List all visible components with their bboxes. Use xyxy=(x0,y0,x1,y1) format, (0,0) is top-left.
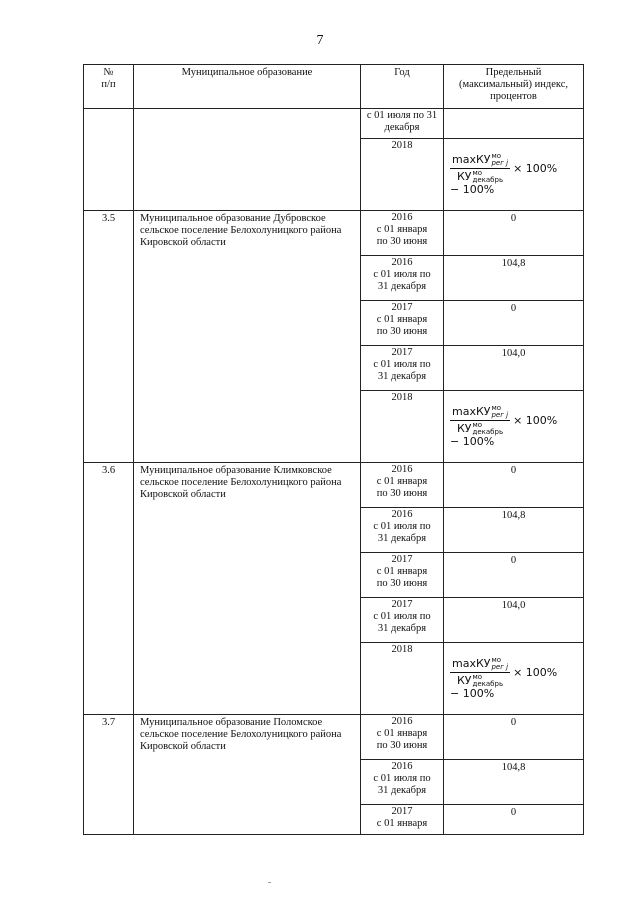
formula-ku: КУ xyxy=(457,674,472,687)
formula-minus: − 100% xyxy=(450,183,495,196)
cell-num: 3.7 xyxy=(84,715,134,835)
formula-sup: мо xyxy=(472,421,483,429)
formula-sup: мо xyxy=(491,656,502,664)
formula-line xyxy=(444,405,583,436)
cell-formula xyxy=(444,139,584,211)
cell-municipality xyxy=(134,109,361,211)
formula-max: max xyxy=(452,153,476,166)
cell-index: 104,8 xyxy=(444,508,584,553)
table-body xyxy=(84,109,584,835)
cell-year: 2016 с 01 июля по 31 декабря xyxy=(361,508,444,553)
table-row xyxy=(84,211,584,256)
formula-sub-top: рег j xyxy=(491,159,509,167)
formula-denominator xyxy=(455,421,505,436)
cell-index: 0 xyxy=(444,805,584,835)
formula-times: × 100% xyxy=(513,413,558,427)
formula-sub-bottom: декабрь xyxy=(472,176,504,184)
cell-year: 2017 с 01 июля по 31 декабря xyxy=(361,346,444,391)
cell-index: 0 xyxy=(444,715,584,760)
formula-fraction xyxy=(450,405,510,436)
cell-municipality: Муниципальное образование Поломское сельское поселение Белохолуницкого района Кировской области xyxy=(134,715,361,835)
cell-year: с 01 июля по 31 декабря xyxy=(361,109,444,139)
formula-ku: КУ xyxy=(475,153,491,166)
formula-sup: мо xyxy=(472,673,483,681)
formula-sup: мо xyxy=(472,169,483,177)
formula-times: × 100% xyxy=(513,161,558,175)
formula-numerator xyxy=(450,153,510,169)
page-mark xyxy=(268,882,271,883)
formula-sub-top: рег j xyxy=(491,411,509,419)
formula-sub-bottom: декабрь xyxy=(472,428,504,436)
formula-fraction xyxy=(450,153,510,184)
cell-year: 2017 с 01 июля по 31 декабря xyxy=(361,598,444,643)
formula-denominator xyxy=(455,169,505,184)
formula-line xyxy=(444,153,583,184)
formula-minus: − 100% xyxy=(450,435,495,448)
header-year: Год xyxy=(361,65,444,109)
formula-times: × 100% xyxy=(513,665,558,679)
cell-formula xyxy=(444,391,584,463)
formula-indices xyxy=(491,405,508,419)
formula-denominator xyxy=(455,673,505,688)
header-municipality: Муниципальное образование xyxy=(134,65,361,109)
cell-num xyxy=(84,109,134,211)
formula-minus: − 100% xyxy=(450,687,495,700)
cell-year: 2016 с 01 января по 30 июня xyxy=(361,211,444,256)
cell-index: 104,0 xyxy=(444,598,584,643)
formula-line xyxy=(444,657,583,688)
cell-formula xyxy=(444,643,584,715)
cell-year: 2016 с 01 января по 30 июня xyxy=(361,715,444,760)
formula-indices xyxy=(491,657,508,671)
formula-sub-bottom: декабрь xyxy=(472,680,504,688)
formula-indices xyxy=(473,170,504,184)
formula-indices xyxy=(473,674,504,688)
table-header-row xyxy=(84,65,584,109)
formula-ku: КУ xyxy=(475,405,491,418)
cell-index: 0 xyxy=(444,211,584,256)
formula-sup: мо xyxy=(491,404,502,412)
cell-year: 2016 с 01 июля по 31 декабря xyxy=(361,256,444,301)
cell-year: 2017 с 01 января по 30 июня xyxy=(361,553,444,598)
cell-index xyxy=(444,109,584,139)
cell-num: 3.6 xyxy=(84,463,134,715)
header-index: Предельный (максимальный) индекс, процентов xyxy=(444,65,584,109)
cell-index: 0 xyxy=(444,553,584,598)
cell-year: 2018 xyxy=(361,391,444,463)
cell-year: 2018 xyxy=(361,643,444,715)
formula-numerator xyxy=(450,657,510,673)
cell-index: 104,8 xyxy=(444,256,584,301)
page-number: 7 xyxy=(316,33,324,48)
cell-municipality: Муниципальное образование Дубровское сельское поселение Белохолуницкого района Кировской области xyxy=(134,211,361,463)
formula-max: max xyxy=(452,405,476,418)
table-row xyxy=(84,109,584,139)
tariff-index-table xyxy=(83,64,584,835)
formula-sub-top: рег j xyxy=(491,663,509,671)
table-row xyxy=(84,463,584,508)
cell-index: 104,8 xyxy=(444,760,584,805)
formula-indices xyxy=(491,153,508,167)
formula-indices xyxy=(473,422,504,436)
cell-index: 0 xyxy=(444,463,584,508)
cell-year: 2016 с 01 января по 30 июня xyxy=(361,463,444,508)
cell-year: 2016 с 01 июля по 31 декабря xyxy=(361,760,444,805)
formula-sup: мо xyxy=(491,152,502,160)
formula-ku: КУ xyxy=(457,422,472,435)
formula-max: max xyxy=(452,657,476,670)
cell-year: 2018 xyxy=(361,139,444,211)
formula-numerator xyxy=(450,405,510,421)
cell-year: 2017 с 01 января xyxy=(361,805,444,835)
formula-fraction xyxy=(450,657,510,688)
header-num: № п/п xyxy=(84,65,134,109)
cell-year: 2017 с 01 января по 30 июня xyxy=(361,301,444,346)
table-row xyxy=(84,715,584,760)
cell-index: 0 xyxy=(444,301,584,346)
cell-municipality: Муниципальное образование Климковское сельское поселение Белохолуницкого района Кировской области xyxy=(134,463,361,715)
cell-num: 3.5 xyxy=(84,211,134,463)
formula-ku: КУ xyxy=(475,657,491,670)
formula-ku: КУ xyxy=(457,170,472,183)
cell-index: 104,0 xyxy=(444,346,584,391)
